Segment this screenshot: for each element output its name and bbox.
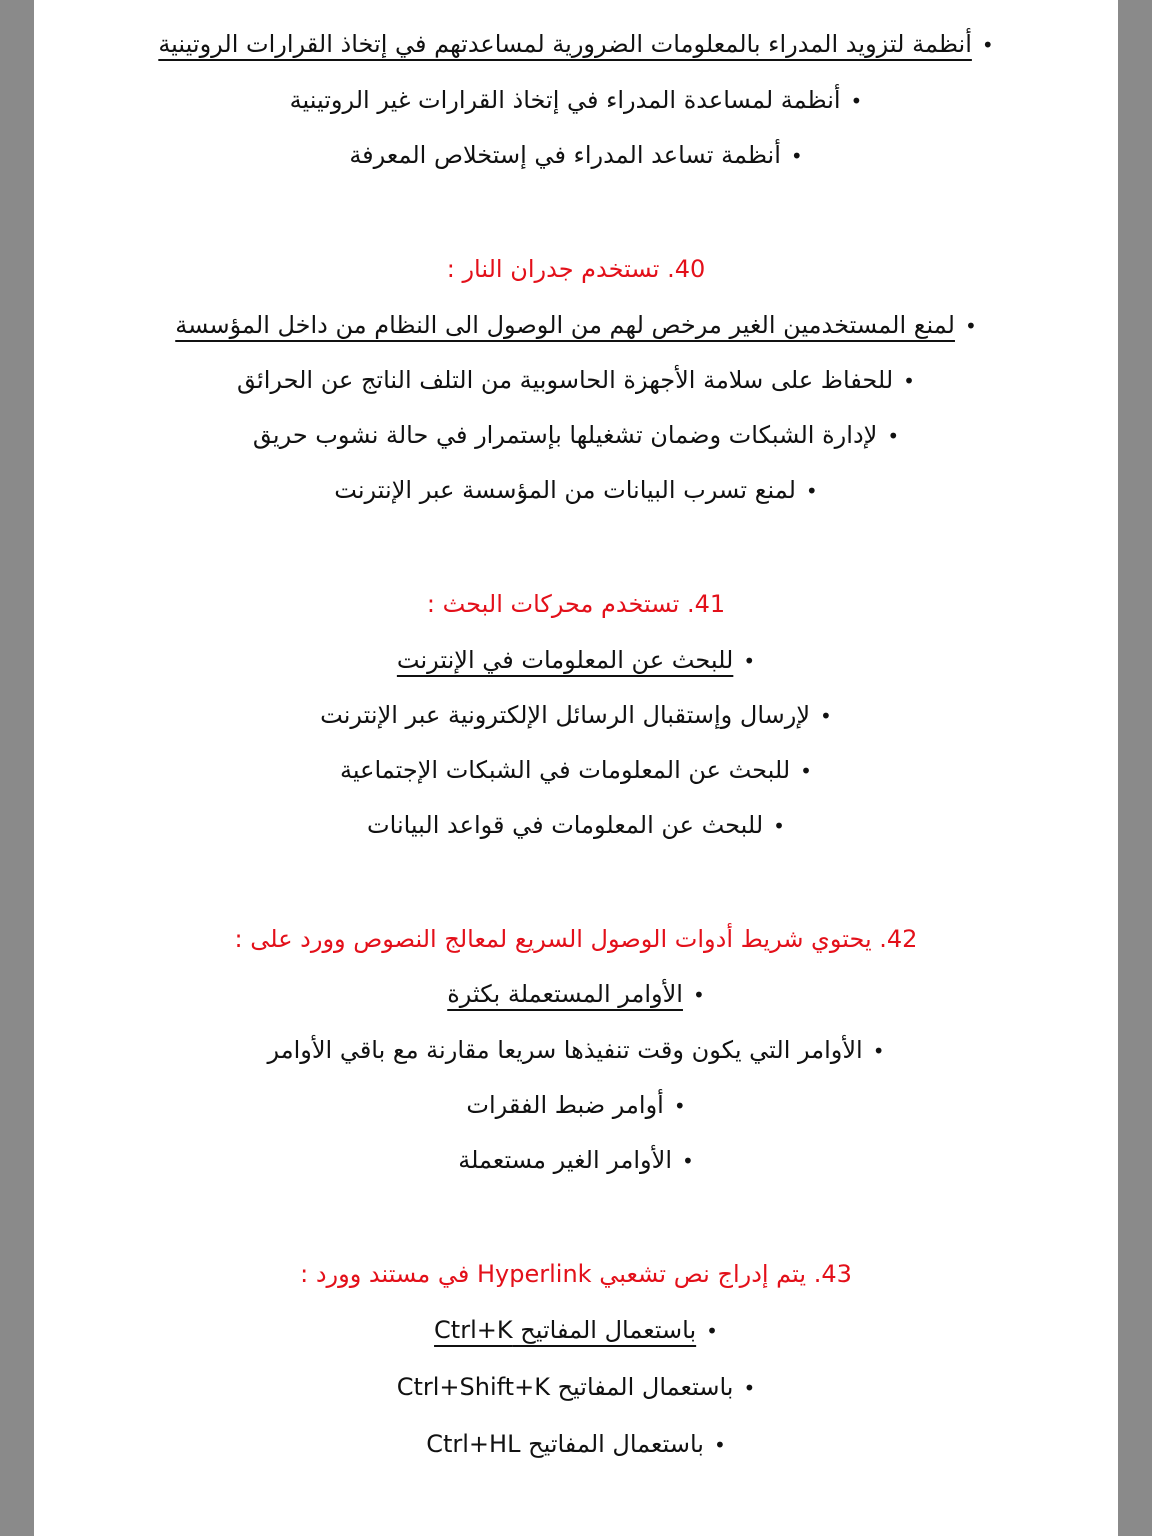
bullet-icon: • [743,1376,756,1400]
bullet-icon: • [713,1433,726,1457]
question-42: 42. يحتوي شريط أدوات الوصول السريع لمعالج النصوص وورد على : [234,925,918,953]
bullet-icon: • [850,89,863,113]
bullet-icon: • [981,33,994,57]
answer-option: •أنظمة لمساعدة المدراء في إتخاذ القرارات غير الروتينية [34,83,1118,118]
answer-option: •لمنع تسرب البيانات من المؤسسة عبر الإنترنت [34,473,1118,508]
bullet-icon: • [743,649,756,673]
bullet-icon: • [805,479,818,503]
answer-option: •لإدارة الشبكات وضمان تشغيلها بإستمرار في حالة نشوب حريق [34,418,1118,453]
question-43: 43. يتم إدراج نص تشعبي Hyperlink في مستند وورد : [300,1260,852,1288]
document-page [34,0,1118,1536]
bullet-icon: • [773,814,785,838]
answer-option-correct: •للبحث عن المعلومات في الإنترنت [34,643,1118,678]
answer-option: •لإرسال وإستقبال الرسائل الإلكترونية عبر الإنترنت [34,698,1118,733]
answer-option-correct: •أنظمة لتزويد المدراء بالمعلومات الضرورية لمساعدتهم في إتخاذ القرارات الروتينية [34,27,1118,62]
answer-option: •باستعمال المفاتيح Ctrl+Shift+K [34,1370,1118,1405]
answer-option: •أوامر ضبط الفقرات [34,1088,1118,1123]
answer-option: •الأوامر الغير مستعملة [34,1143,1118,1178]
bullet-icon: • [903,369,915,393]
answer-option: •للحفاظ على سلامة الأجهزة الحاسوبية من التلف الناتج عن الحرائق [34,363,1118,398]
bullet-icon: • [872,1039,885,1063]
answer-option: •الأوامر التي يكون وقت تنفيذها سريعا مقارنة مع باقي الأوامر [34,1033,1118,1068]
bullet-icon: • [964,314,977,338]
answer-option: •للبحث عن المعلومات في الشبكات الإجتماعية [34,753,1118,788]
bullet-icon: • [790,144,803,168]
bullet-icon: • [887,424,900,448]
bullet-icon: • [800,759,812,783]
bullet-icon: • [673,1094,686,1118]
bullet-icon: • [692,983,705,1007]
bullet-icon: • [706,1319,718,1343]
answer-option: •للبحث عن المعلومات في قواعد البيانات [34,808,1118,843]
answer-option-correct: •الأوامر المستعملة بكثرة [34,977,1118,1012]
bullet-icon: • [682,1149,694,1173]
answer-option-correct: •باستعمال المفاتيح Ctrl+K [34,1313,1118,1348]
answer-option: •أنظمة تساعد المدراء في إستخلاص المعرفة [34,138,1118,173]
answer-option: •باستعمال المفاتيح Ctrl+HL [34,1427,1118,1462]
answer-option-correct: •لمنع المستخدمين الغير مرخص لهم من الوصول الى النظام من داخل المؤسسة [34,308,1118,343]
question-40: 40. تستخدم جدران النار : [446,255,706,283]
bullet-icon: • [820,704,832,728]
question-41: 41. تستخدم محركات البحث : [426,590,726,618]
